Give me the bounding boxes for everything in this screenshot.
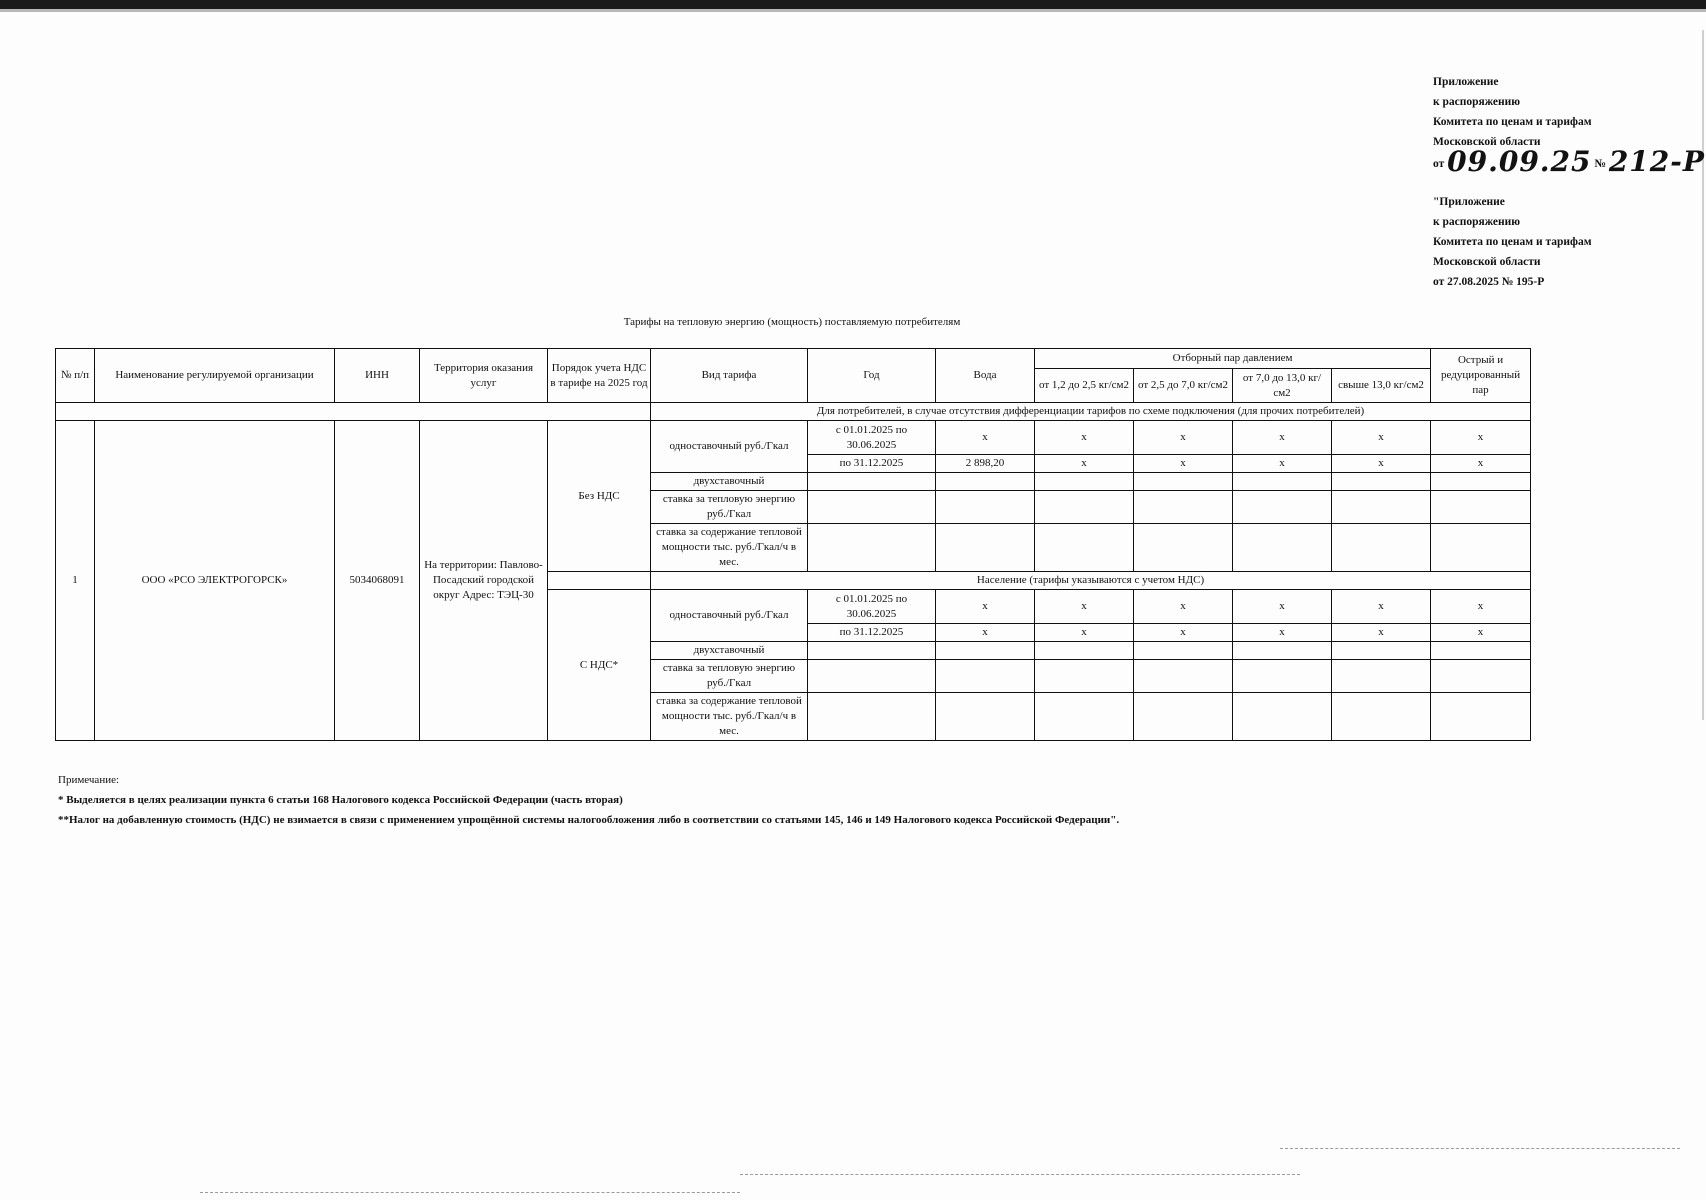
empty-cell <box>1233 660 1332 693</box>
header-water: Вода <box>936 349 1035 403</box>
empty-cell <box>1134 693 1233 741</box>
value-cell: х <box>1035 455 1134 473</box>
appendix-line: к распоряжению <box>1433 216 1521 228</box>
scan-dash-line <box>1280 1148 1680 1149</box>
value-cell: х <box>1431 421 1531 455</box>
empty-cell <box>936 491 1035 524</box>
empty-cell <box>808 660 936 693</box>
value-cell: х <box>1332 421 1431 455</box>
document-title: Тарифы на тепловую энергию (мощность) поставляемую потребителям <box>623 316 961 328</box>
empty-cell <box>936 642 1035 660</box>
row-number: 1 <box>56 421 95 741</box>
empty-cell <box>1431 693 1531 741</box>
blank-cell <box>56 403 651 421</box>
group-label-other: Для потребителей, в случае отсутствия дифференциации тарифов по схеме подключения (для прочих потребителей) <box>651 403 1531 421</box>
empty-cell <box>1134 660 1233 693</box>
group-row-other <box>56 403 1531 421</box>
empty-cell <box>1233 473 1332 491</box>
empty-cell <box>1035 693 1134 741</box>
empty-cell <box>936 660 1035 693</box>
value-cell: х <box>1134 624 1233 642</box>
value-cell: х <box>1431 590 1531 624</box>
appendix-previous-order <box>1433 192 1592 292</box>
from-label: от <box>1433 158 1445 170</box>
appendix-line: Московской области <box>1433 256 1541 268</box>
value-cell: х <box>1035 590 1134 624</box>
empty-cell <box>808 491 936 524</box>
value-cell: х <box>1035 624 1134 642</box>
appendix-current-order <box>1433 72 1705 178</box>
appendix-line: Комитета по ценам и тарифам <box>1433 116 1592 128</box>
empty-cell <box>936 524 1035 572</box>
empty-cell <box>1035 473 1134 491</box>
empty-cell <box>936 473 1035 491</box>
empty-cell <box>808 693 936 741</box>
order-date-number <box>1433 145 1705 178</box>
empty-cell <box>1134 491 1233 524</box>
header-num: № п/п <box>56 349 95 403</box>
empty-cell <box>936 693 1035 741</box>
value-cell: х <box>1332 590 1431 624</box>
empty-cell <box>1332 524 1431 572</box>
value-cell: х <box>936 624 1035 642</box>
value-cell: х <box>1332 455 1431 473</box>
tariff-capacity-rate: ставка за содержание тепловой мощности тыс. руб./Гкал/ч в мес. <box>651 693 808 741</box>
year-period-2: по 31.12.2025 <box>808 624 936 642</box>
empty-cell <box>808 524 936 572</box>
tariff-energy-rate: ставка за тепловую энергию руб./Гкал <box>651 660 808 693</box>
vat-with: С НДС* <box>548 590 651 741</box>
tariff-energy-rate: ставка за тепловую энергию руб./Гкал <box>651 491 808 524</box>
group-label-population: Население (тарифы указываются с учетом НДС) <box>651 572 1531 590</box>
appendix-line: Комитета по ценам и тарифам <box>1433 236 1592 248</box>
header-row <box>56 349 1531 369</box>
year-period-1: с 01.01.2025 по 30.06.2025 <box>808 590 936 624</box>
tariff-single-rate: одноставочный руб./Гкал <box>651 590 808 642</box>
header-steam-1: от 1,2 до 2,5 кг/см2 <box>1035 369 1134 403</box>
scan-edge-top <box>0 0 1706 9</box>
header-org: Наименование регулируемой организации <box>95 349 335 403</box>
value-cell: х <box>936 421 1035 455</box>
value-cell: х <box>936 590 1035 624</box>
territory-cell: На территории: Павлово-Посадский городской округ Адрес: ТЭЦ-30 <box>420 421 548 741</box>
header-tariff-type: Вид тарифа <box>651 349 808 403</box>
year-period-1: с 01.01.2025 по 30.06.2025 <box>808 421 936 455</box>
appendix-line: к распоряжению <box>1433 96 1521 108</box>
value-cell: х <box>1233 455 1332 473</box>
empty-cell <box>1431 642 1531 660</box>
empty-cell <box>1332 491 1431 524</box>
header-steam-group: Отборный пар давлением <box>1035 349 1431 369</box>
empty-cell <box>1431 491 1531 524</box>
inn-cell: 5034068091 <box>335 421 420 741</box>
empty-cell <box>1431 473 1531 491</box>
year-period-2: по 31.12.2025 <box>808 455 936 473</box>
tariff-table <box>55 348 1531 741</box>
empty-cell <box>1134 524 1233 572</box>
header-steam-2: от 2,5 до 7,0 кг/см2 <box>1134 369 1233 403</box>
header-territory: Территория оказания услуг <box>420 349 548 403</box>
empty-cell <box>1431 660 1531 693</box>
empty-cell <box>1035 491 1134 524</box>
empty-cell <box>808 473 936 491</box>
blank-cell <box>548 572 651 590</box>
value-cell: х <box>1233 624 1332 642</box>
empty-cell <box>1332 642 1431 660</box>
note-1: * Выделяется в целях реализации пункта 6 статьи 168 Налогового кодекса Российской Федерации (часть вторая) <box>58 794 623 806</box>
value-cell: х <box>1431 624 1531 642</box>
handwritten-number: 212-Р <box>1608 145 1705 178</box>
tariff-two-rate: двухставочный <box>651 473 808 491</box>
notes-block <box>58 770 1119 830</box>
empty-cell <box>1233 491 1332 524</box>
value-cell: х <box>1332 624 1431 642</box>
tariff-capacity-rate: ставка за содержание тепловой мощности тыс. руб./Гкал/ч в мес. <box>651 524 808 572</box>
empty-cell <box>1431 524 1531 572</box>
appendix-line: Приложение <box>1433 76 1499 88</box>
header-vat-order: Порядок учета НДС в тарифе на 2025 год <box>548 349 651 403</box>
appendix-line: "Приложение <box>1433 196 1505 208</box>
scan-dash-line <box>740 1174 1300 1175</box>
value-cell: х <box>1134 590 1233 624</box>
org-name: ООО «РСО ЭЛЕКТРОГОРСК» <box>95 421 335 741</box>
empty-cell <box>1134 473 1233 491</box>
tariff-two-rate: двухставочный <box>651 642 808 660</box>
appendix-line: от 27.08.2025 № 195-Р <box>1433 276 1545 288</box>
scan-dash-line <box>200 1192 740 1193</box>
empty-cell <box>1332 660 1431 693</box>
header-year: Год <box>808 349 936 403</box>
scan-edge-fade <box>0 9 1706 12</box>
value-cell: х <box>1134 421 1233 455</box>
value-cell: х <box>1233 421 1332 455</box>
empty-cell <box>1134 642 1233 660</box>
empty-cell <box>1233 642 1332 660</box>
vat-without: Без НДС <box>548 421 651 572</box>
number-label: № <box>1594 158 1606 170</box>
header-steam-3: от 7,0 до 13,0 кг/см2 <box>1233 369 1332 403</box>
empty-cell <box>1035 642 1134 660</box>
empty-cell <box>1035 660 1134 693</box>
value-cell: х <box>1431 455 1531 473</box>
value-cell: х <box>1035 421 1134 455</box>
value-cell: х <box>1134 455 1233 473</box>
empty-cell <box>1332 693 1431 741</box>
empty-cell <box>1035 524 1134 572</box>
note-2: **Налог на добавленную стоимость (НДС) не взимается в связи с применением упрощённой системы налогообложения либо в соответствии со статьями 145, 146 и 149 Налогового кодекса Российской Федерации". <box>58 814 1120 826</box>
handwritten-date: 09.09.25 <box>1447 145 1592 178</box>
appendix-line: Московской области <box>1433 136 1541 148</box>
water-value: 2 898,20 <box>936 455 1035 473</box>
header-sharp-steam: Острый и редуцированный пар <box>1431 349 1531 403</box>
table-row <box>56 421 1531 455</box>
empty-cell <box>1233 524 1332 572</box>
empty-cell <box>808 642 936 660</box>
header-steam-4: свыше 13,0 кг/см2 <box>1332 369 1431 403</box>
notes-heading: Примечание: <box>58 774 120 786</box>
tariff-single-rate: одноставочный руб./Гкал <box>651 421 808 473</box>
empty-cell <box>1233 693 1332 741</box>
empty-cell <box>1332 473 1431 491</box>
header-inn: ИНН <box>335 349 420 403</box>
value-cell: х <box>1233 590 1332 624</box>
